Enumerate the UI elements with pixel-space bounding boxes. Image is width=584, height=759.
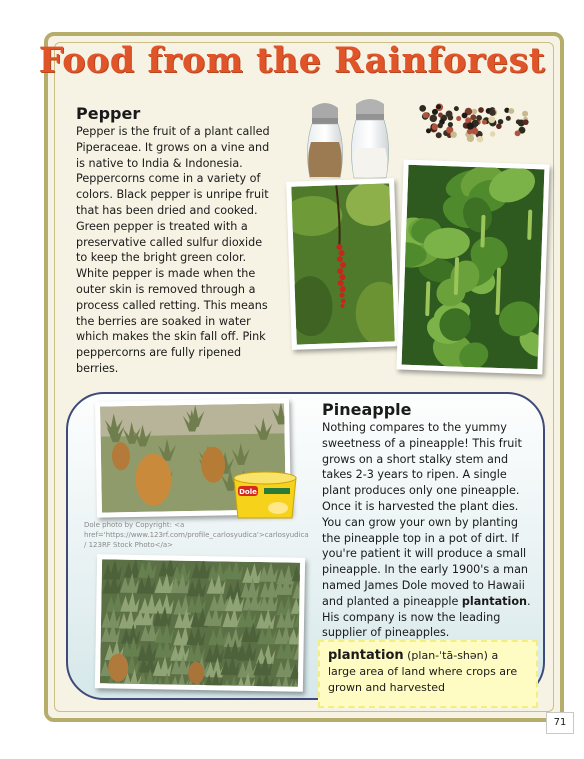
peppercorns-image <box>410 98 540 148</box>
dole-logo-text: Dole <box>239 488 257 496</box>
vocab-definition: a large area of land where crops are grown and harvested <box>328 649 518 694</box>
pineapple-text-1: Nothing compares to the yummy sweetness of a pineapple! This fruit grows on a short stalky stem and takes 2-3 years to ripen. A single plant produces only one pineapple. Once it is harvested the plant dies. You can grow your own by planting the pineapple top in a pot of dirt. If you're patient it will produce a small pineapple. In the early 1900's a man named James Dole moved to Hawaii and planted a pineapple <box>322 421 529 608</box>
page-number: 71 <box>546 712 574 734</box>
red-pepper-vine-photo <box>286 178 400 350</box>
vocabulary-box <box>318 640 538 708</box>
pepper-heading: Pepper <box>76 104 141 123</box>
pineapple-text-2: . His company is now the leading supplier of pineapples. <box>322 594 531 640</box>
vocab-term: plantation <box>328 648 404 663</box>
pepper-paragraph: Pepper is the fruit of a plant called Piperaceae. It grows on a vine and is native to India & Indonesia. Peppercorns come in a variety of colors. Black pepper is unripe fruit that has been dried and cooked. Green pepper is treated with a preservative called sulfur dioxide to keep the bright green color. White pepper is made when the outer skin is removed through a process called retting. This means the berries are soaked in water which makes the skin fall off. Pink peppercorns are fully ripened berries. <box>76 125 270 375</box>
shakers-image <box>300 98 400 182</box>
pineapple-heading: Pineapple <box>322 400 412 419</box>
vocab-pronunciation: (plan-ˈtā-shən) <box>407 649 488 662</box>
photo-credit: Dole photo by Copyright: <a href='https://www.123rf.com/profile_carlosyudica'>carlosyudica / 123RF Stock Photo</a> <box>84 521 309 549</box>
plantation-bold-word: plantation <box>461 594 527 608</box>
pineapple-paragraph <box>322 420 534 641</box>
page-title: Food from the Rainforest <box>38 40 546 81</box>
green-pepper-vine-photo <box>396 160 549 375</box>
dole-can-image <box>228 468 302 522</box>
pineapple-plantation-photo <box>95 554 305 692</box>
